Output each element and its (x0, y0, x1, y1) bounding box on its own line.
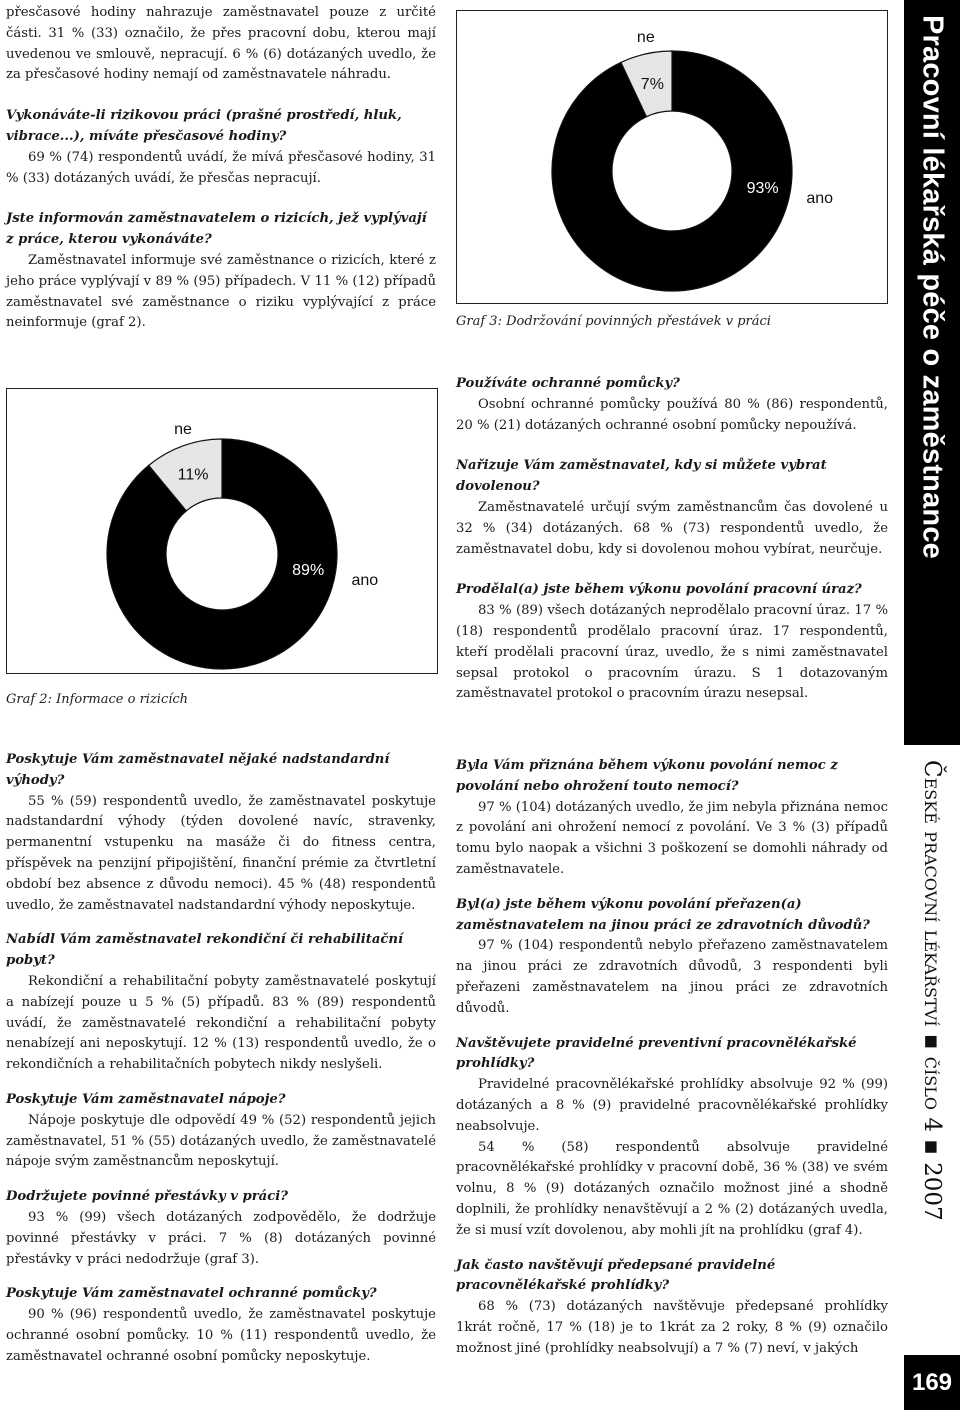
category-label-ne: ne (636, 28, 655, 46)
data-label-ne: 7% (640, 76, 664, 94)
answer-paragraph: Nápoje poskytuje dle odpovědí 49 % (52) respondentů jejich zaměstnavatel, 51 % (55) dotázaných uvedlo, že zaměstnavatelé nápoje svým zaměstnancům neposkytují. (6, 1112, 436, 1170)
right-column-mid (456, 374, 888, 705)
question-heading: Jste informován zaměstnavatelem o rizicích, jež vyplývají z práce, kterou vykonáváte? (6, 211, 427, 248)
journal-title-vertical: České pracovní lékařství ▪ číslo 4 ▪ 2007 (919, 760, 945, 1221)
question-heading: Poskytuje Vám zaměstnavatel nápoje? (6, 1091, 286, 1107)
data-label-ano: 89% (292, 562, 325, 580)
question-heading: Prodělal(a) jste během výkonu povolání pracovní úraz? (456, 582, 862, 598)
paragraph: přesčasové hodiny nahrazuje zaměstnavatel pouze z určité části. 31 % (33) označilo, že přes pracovní dobu, kterou mají uvedenou ve smlouvě, nepracují. 6 % (6) dotázaných uvedlo, že za přesčasové hodiny nemají od zaměstnavatele náhradu. (6, 5, 436, 83)
left-column-bottom (6, 750, 436, 1368)
category-label-ne: ne (174, 420, 192, 438)
donut-chart-prestavky (457, 11, 887, 303)
category-label-ano: ano (806, 190, 834, 208)
answer-paragraph: 69 % (74) respondentů uvádí, že mívá přesčasové hodiny, 31 % (33) dotázaných uvádí, že přesčas nepracují. (6, 149, 436, 186)
answer-paragraph: Zaměstnavatel informuje své zaměstnance o rizicích, které z jeho práce vyplývají v 89 % (95) případech. V 11 % (12) případů zaměstnavatel své zaměstnance o riziku vyplývající z práce neinformuje (graf 2). (6, 252, 436, 331)
right-column-bottom (456, 756, 888, 1360)
section-title-vertical: Pracovní lékařská péče o zaměstnance (916, 15, 949, 559)
question-heading: Byl(a) jste během výkonu povolání přeřazen(a) zaměstnavatelem na jinou práci ze zdravotních důvodů? (456, 896, 870, 933)
question-heading: Jak často navštěvují předepsané pravidelné pracovnělékařské prohlídky? (456, 1257, 776, 1294)
answer-paragraph: 90 % (96) respondentů uvedlo, že zaměstnavatel poskytuje ochranné osobní pomůcky. 10 % (11) respondentů uvedlo, že zaměstnavatel ochranné osobní pomůcky neposkytuje. (6, 1307, 436, 1364)
question-heading: Poskytuje Vám zaměstnavatel ochranné pomůcky? (6, 1286, 377, 1302)
category-label-ano: ano (351, 572, 379, 590)
answer-paragraph: Zaměstnavatelé určují svým zaměstnancům čas dovolené u 32 % (34) dotázaných. 68 % (73) respondentů uvedlo, že zaměstnavatel dobu, kdy si dovolenou mohou vybírat, neurčuje. (456, 499, 888, 557)
answer-paragraph: Osobní ochranné pomůcky používá 80 % (86) respondentů, 20 % (21) dotázaných ochranné osobní pomůcky nepoužívá. (456, 396, 888, 433)
answer-paragraph: 68 % (73) dotázaných navštěvuje předepsané prohlídky 1krát ročně, 17 % (18) je to 1krát za 2 roky, 8 % (9) označilo možnost jiné (prohlídky neabsolvují) a 7 % (7) neví, v jakých (456, 1299, 888, 1356)
question-heading: Navštěvujete pravidelné preventivní pracovnělékařské prohlídky? (456, 1035, 857, 1072)
chart-graf-2 (6, 388, 438, 674)
data-label-ano: 93% (746, 179, 779, 197)
chart-graf-3 (456, 10, 888, 304)
data-label-ne: 11% (177, 466, 209, 484)
answer-paragraph: Pravidelné pracovnělékařské prohlídky absolvuje 92 % (99) dotázaných a 8 % (9) pravidelné pracovnělékařské prohlídky neabsolvuje. (456, 1077, 888, 1134)
answer-paragraph: 97 % (104) dotázaných uvedlo, že jim nebyla přiznána nemoc z povolání ani ohrožení nemocí z povolání. Ve 3 % (3) případů tomu bylo naopak a všichni 3 poškození se domohli náhrady od zaměstnavatele. (456, 799, 888, 877)
answer-paragraph: Rekondiční a rehabilitační pobyty zaměstnavatelé poskytují a nabízejí pouze u 5 % (5) případů. 83 % (89) respondentů uvádí, že zaměstnavatelé rekondiční a rehabilitační pobyty nenabízejí ani neposkytují. 12 % (13) respondentů uvedlo, že o rekondičních a rehabilitačních pobytech nikdy neslyšeli. (6, 973, 436, 1073)
question-heading: Dodržujete povinné přestávky v práci? (6, 1189, 288, 1205)
chart-caption-graf-2: Graf 2: Informace o rizicích (6, 692, 189, 707)
question-heading: Poskytuje Vám zaměstnavatel nějaké nadstandardní výhody? (6, 752, 390, 788)
question-heading: Nabídl Vám zaměstnavatel rekondiční či rehabilitační pobyt? (6, 932, 404, 969)
answer-paragraph: 54 % (58) respondentů absolvuje pravidelné pracovnělékařské prohlídky v pracovní době, 36 % (38) ve svém volnu, 8 % (9) dotázaných označilo možnost jiné a shodně doplnili, že prohlídky nenavštěvují a 2 % (2) dotázaných uvedla, že si musí vzít dovolenou, aby mohli jít na prohlídku (graf 4). (456, 1139, 888, 1238)
left-column-top (6, 3, 436, 334)
question-heading: Nařizuje Vám zaměstnavatel, kdy si můžete vybrat dovolenou? (456, 458, 827, 495)
answer-paragraph: 55 % (59) respondentů uvedlo, že zaměstnavatel poskytuje nadstandardní výhody (týden dovolené navíc, stravenky, permanentní vstupenku na masáže či do fitness centra, příspěvek na penzijní připojištění, finanční prémie za čtvrtletní období bez absence z důvodu nemoci). 45 % (48) respondentů uvedlo, že zaměstnavatel nadstandardní výhody neposkytuje. (6, 793, 436, 913)
answer-paragraph: 93 % (99) všech dotázaných zodpovědělo, že dodržuje povinné přestávky v práci. 7 % (8) dotázaných povinné přestávky v práci nedodržuje (graf 3). (6, 1209, 436, 1267)
chart-caption-graf-3: Graf 3: Dodržování povinných přestávek v práci (456, 314, 771, 329)
question-heading: Vykonáváte-li rizikovou práci (prašné prostředí, hluk, vibrace...), míváte přesčasové hodiny? (6, 108, 402, 144)
donut-chart-rizika (7, 389, 437, 673)
question-heading: Byla Vám přiznána během výkonu povolání nemoc z povolání nebo ohrožení touto nemocí? (456, 758, 838, 794)
question-heading: Používáte ochranné pomůcky? (456, 376, 680, 391)
page-number: 169 (904, 1355, 960, 1410)
answer-paragraph: 97 % (104) respondentů nebylo přeřazeno zaměstnavatelem na jinou práci ze zdravotních důvodů, 3 respondenti byli přeřazeni zaměstnavatelem na jinou práci ze zdravotních důvodů. (456, 938, 888, 1016)
answer-paragraph: 83 % (89) všech dotázaných neprodělalo pracovní úraz. 17 % (18) respondentů prodělalo pracovní úraz. 17 respondentů, kteří prodělali pracovní úraz, uvedlo, že s nimi zaměstnavatel sepsal protokol o pracovním úrazu. S 1 dotazovaným zaměstnavatel protokol o pracovním úrazu nesepsal. (456, 603, 888, 702)
